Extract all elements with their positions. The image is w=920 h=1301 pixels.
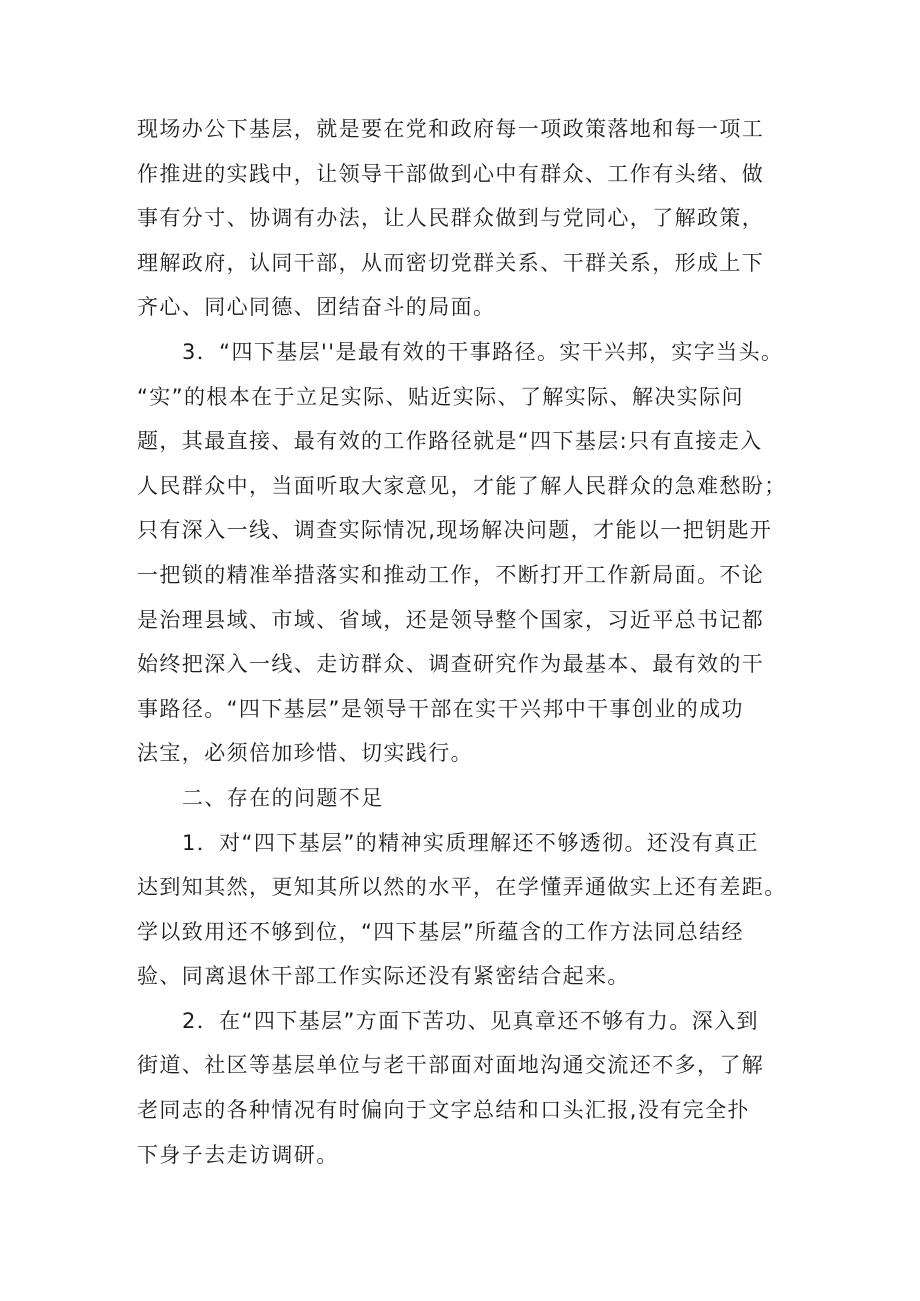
- text-line: 理解政府，认同干部，从而密切党群关系、干群关系，形成上下: [137, 250, 765, 275]
- section-heading: [137, 776, 797, 821]
- text-line: 只有深入一线、调查实际情况,现场解决问题，才能以一把钥匙开: [137, 518, 773, 543]
- text-line: 一把锁的精准举措落实和推动工作，不断打开工作新局面。不论: [137, 562, 765, 587]
- text-line: 作推进的实践中，让领导干部做到心中有群众、工作有头绪、做: [137, 161, 765, 186]
- text-line: 1．对“四下基层”的精神实质理解还不够透彻。还没有真正: [182, 830, 759, 855]
- text-line: 现场办公下基层，就是要在党和政府每一项政策落地和每一项工: [137, 117, 765, 141]
- text-line: 题，其最直接、最有效的工作路径就是“四下基层:只有直接走入: [137, 429, 763, 454]
- text-line: “实”的根本在于立足实际、贴近实际、了解实际、解决实际问: [137, 384, 744, 409]
- text-line: 齐心、同心同德、团结奋斗的局面。: [137, 295, 496, 320]
- document-body: [137, 107, 797, 1177]
- text-line: 事路径。“四下基层”是领导干部在实干兴邦中干事创业的成功: [137, 696, 744, 721]
- text-line: 始终把深入一线、走访群众、调查研究作为最基本、最有效的干: [137, 652, 765, 677]
- paragraph-field-office: [137, 107, 797, 330]
- paragraph-problem-1: [137, 821, 797, 999]
- text-line: 3．“四下基层''是最有效的干事路径。实干兴邦，实字当头。: [182, 339, 784, 364]
- text-line: 学以致用还不够到位，“四下基层”所蕴含的工作方法同总结经: [137, 919, 744, 944]
- text-line: 2．在“四下基层”方面下苦功、见真章还不够有力。深入到: [182, 1008, 759, 1033]
- paragraph-point-3: [137, 330, 797, 776]
- text-line: 验、同离退休干部工作实际还没有紧密结合起来。: [137, 964, 630, 989]
- text-line: 法宝，必须倍加珍惜、切实践行。: [137, 741, 473, 766]
- paragraph-problem-2: [137, 999, 797, 1177]
- text-line: 老同志的各种情况有时偏向于文字总结和口头汇报,没有完全扑: [137, 1098, 750, 1123]
- text-line: 达到知其然，更知其所以然的水平，在学懂弄通做实上还有差距。: [137, 875, 787, 900]
- text-line: 事有分寸、协调有办法，让人民群众做到与党同心，了解政策，: [137, 206, 765, 231]
- text-line: 下身子去走访调研。: [137, 1142, 339, 1167]
- text-line: 人民群众中，当面听取大家意见，才能了解人民群众的急难愁盼；: [137, 473, 787, 498]
- heading-line: 二、存在的问题不足: [182, 785, 384, 810]
- text-line: 街道、社区等基层单位与老干部面对面地沟通交流还不多，了解: [137, 1053, 765, 1078]
- text-line: 是治理县域、市域、省域，还是领导整个国家，习近平总书记都: [137, 607, 765, 632]
